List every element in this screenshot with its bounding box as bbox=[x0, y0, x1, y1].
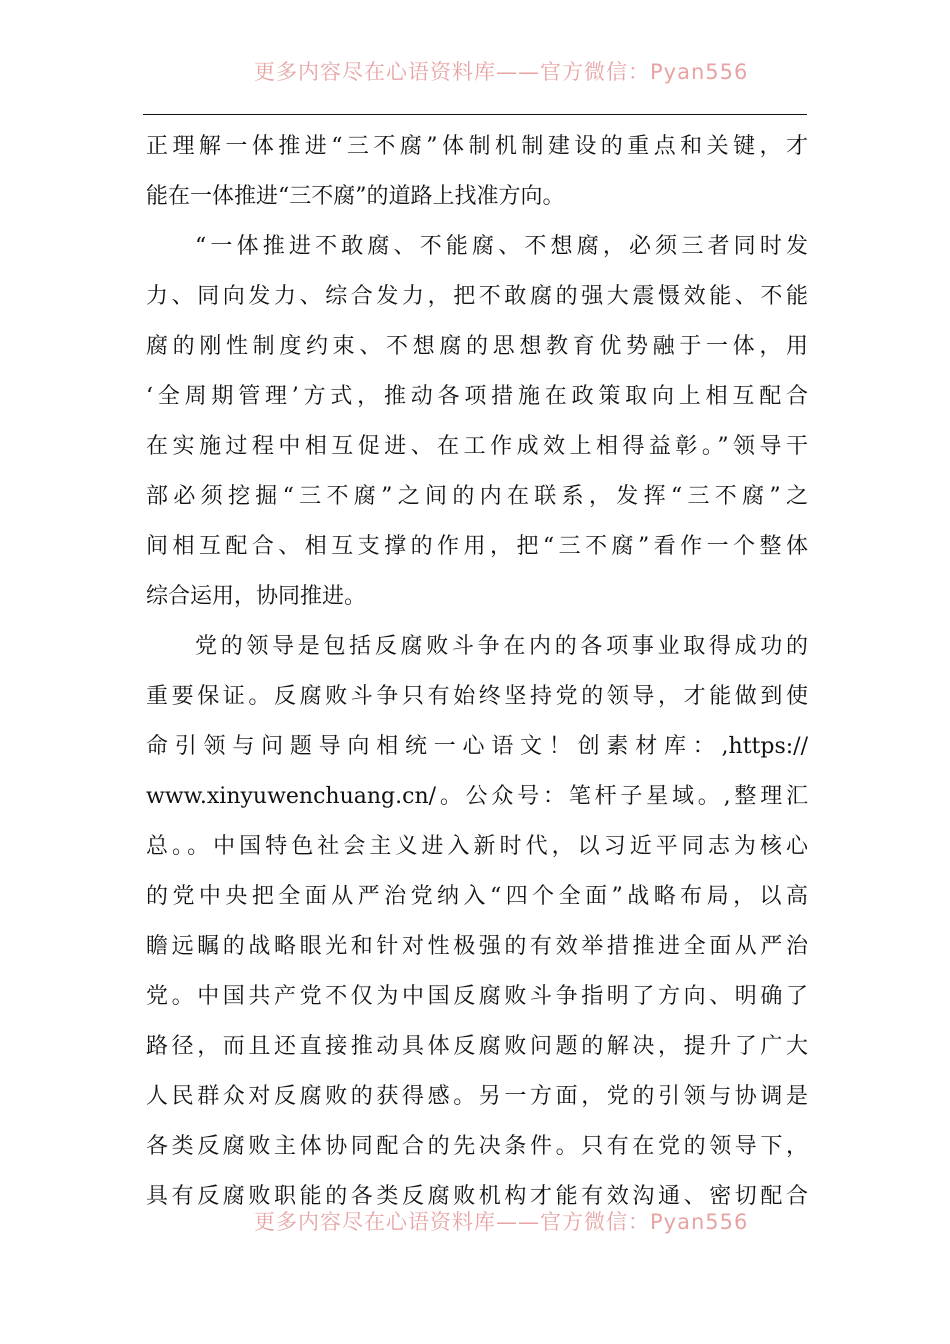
text-line: 间相互配合、相互支撑的作用，把“三不腐”看作一个整体 bbox=[146, 534, 808, 559]
text-line: 路径，而且还直接推动具体反腐败问题的解决，提升了广大 bbox=[146, 1034, 808, 1059]
text-line: 力、同向发力、综合发力，把不敢腐的强大震慑效能、不能 bbox=[146, 284, 808, 309]
text-line: 能在一体推进“三不腐”的道路上找准方向。 bbox=[146, 184, 565, 209]
text-line: 正理解一体推进“三不腐”体制机制建设的重点和关键，才 bbox=[146, 134, 808, 159]
text-line: 的党中央把全面从严治党纳入“四个全面”战略布局，以高 bbox=[146, 884, 808, 909]
text-line: 命引领与问题导向相统一心语文！创素材库：,https:// bbox=[146, 734, 808, 759]
footer-banner bbox=[248, 1206, 749, 1236]
header-banner-text: 更多内容尽在心语资料库——官方微信：Pyan556 bbox=[254, 60, 749, 84]
text-line: www.xinyuwenchuang.cn/。公众号：笔杆子星域。,整理汇 bbox=[146, 784, 808, 809]
text-line: 人民群众对反腐败的获得感。另一方面，党的引领与协调是 bbox=[146, 1084, 808, 1109]
text-line: 党的领导是包括反腐败斗争在内的各项事业取得成功的 bbox=[195, 634, 808, 659]
text-line: 瞻远瞩的战略眼光和针对性极强的有效举措推进全面从严治 bbox=[146, 934, 808, 959]
header-banner bbox=[248, 56, 749, 86]
text-line: 腐的刚性制度约束、不想腐的思想教育优势融于一体，用 bbox=[146, 334, 808, 359]
text-line: 重要保证。反腐败斗争只有始终坚持党的领导，才能做到使 bbox=[146, 684, 808, 709]
text-line: 总。。中国特色社会主义进入新时代，以习近平同志为核心 bbox=[146, 834, 808, 859]
footer-banner-text: 更多内容尽在心语资料库——官方微信：Pyan556 bbox=[254, 1210, 749, 1234]
text-line: 党。中国共产党不仅为中国反腐败斗争指明了方向、明确了 bbox=[146, 984, 808, 1009]
text-line: ‘全周期管理’方式，推动各项措施在政策取向上相互配合 bbox=[146, 384, 808, 409]
document-body bbox=[146, 122, 808, 1222]
text-line: 各类反腐败主体协同配合的先决条件。只有在党的领导下， bbox=[146, 1134, 808, 1159]
text-line: 在实施过程中相互促进、在工作成效上相得益彰。”领导干 bbox=[146, 434, 808, 459]
text-line: “一体推进不敢腐、不能腐、不想腐，必须三者同时发 bbox=[195, 234, 808, 259]
text-line: 综合运用，协同推进。 bbox=[146, 584, 367, 609]
header-rule bbox=[143, 114, 807, 115]
text-line: 具有反腐败职能的各类反腐败机构才能有效沟通、密切配合 bbox=[146, 1184, 808, 1209]
text-line: 部必须挖掘“三不腐”之间的内在联系，发挥“三不腐”之 bbox=[146, 484, 808, 509]
